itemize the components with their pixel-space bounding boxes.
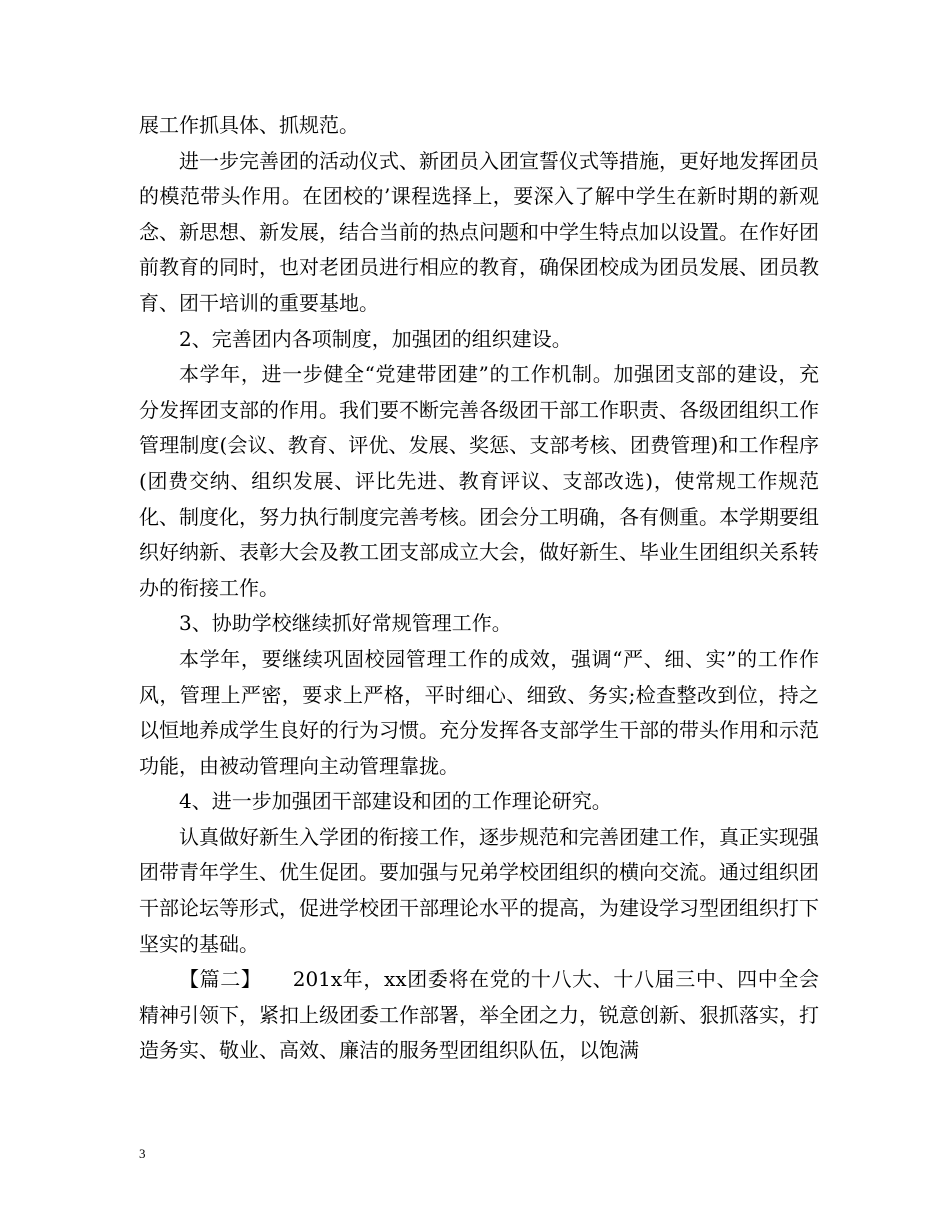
paragraph: 进一步完善团的活动仪式、新团员入团宣誓仪式等措施，更好地发挥团员的模范带头作用。在团校的’课程选择上，要深入了解中学生在新时期的新观念、新思想、新发展，结合当前的热点问题和中学生特点加以设置。在作好团前教育的同时，也对老团员进行相应的教育，确保团校成为团员发展、团员教育、团干培训的重要基地。 bbox=[139, 148, 819, 315]
paragraph-part-two: 【篇二】 201x年，xx团委将在党的十八大、十八届三中、四中全会精神引领下，紧扣上级团委工作部署，举全团之力，锐意创新、狠抓落实，打造务实、敬业、高效、廉洁的服务型团组织队伍，以饱满 bbox=[139, 967, 819, 1063]
paragraph: 认真做好新生入学团的衔接工作，逐步规范和完善团建工作，真正实现强团带青年学生、优生促团。要加强与兄弟学校团组织的横向交流。通过组织团干部论坛等形式，促进学校团干部理论水平的提高，为建设学习型团组织打下坚实的基础。 bbox=[139, 824, 819, 956]
paragraph: 本学年，进一步健全“党建带团建”的工作机制。加强团支部的建设，充分发挥团支部的作用。我们要不断完善各级团干部工作职责、各级团组织工作管理制度(会议、教育、评优、发展、奖惩、支部考核、团费管理)和工作程序(团费交纳、组织发展、评比先进、教育评议、支部改选)，使常规工作规范化、制度化，努力执行制度完善考核。团会分工明确，各有侧重。本学期要组织好纳新、表彰大会及教工团支部成立大会，做好新生、毕业生团组织关系转办的衔接工作。 bbox=[139, 362, 819, 600]
document-body bbox=[139, 108, 819, 1069]
paragraph-continuation: 展工作抓具体、抓规范。 bbox=[139, 113, 359, 137]
section-heading-3: 3、协助学校继续抓好常规管理工作。 bbox=[179, 611, 512, 636]
section-heading-2: 2、完善团内各项制度，加强团的组织建设。 bbox=[179, 326, 572, 351]
page-number: 3 bbox=[139, 1146, 146, 1161]
section-heading-4: 4、进一步加强团干部建设和团的工作理论研究。 bbox=[179, 789, 612, 814]
paragraph: 本学年，要继续巩固校园管理工作的成效，强调“严、细、实”的工作作风，管理上严密，要求上严格，平时细心、细致、务实;检查整改到位，持之以恒地养成学生良好的行为习惯。充分发挥各支部学生干部的带头作用和示范功能，由被动管理向主动管理靠拢。 bbox=[139, 646, 819, 778]
